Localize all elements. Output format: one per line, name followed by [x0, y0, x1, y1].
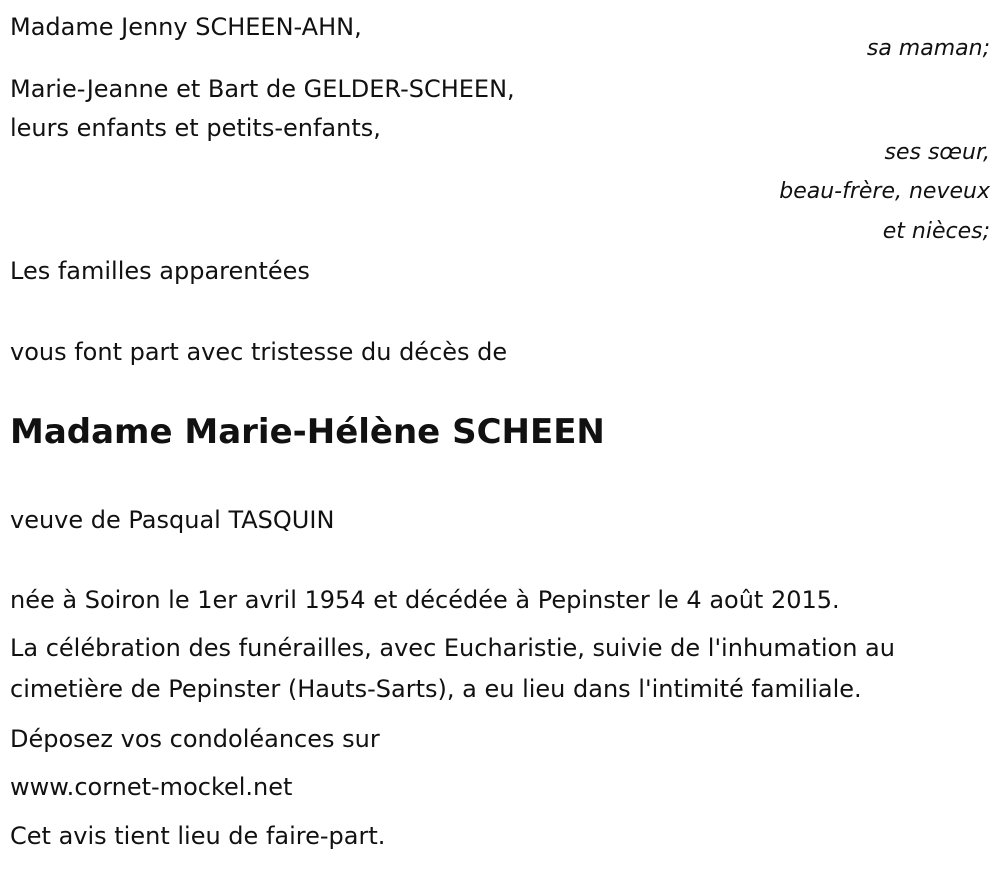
- closing-line: Cet avis tient lieu de faire-part.: [10, 822, 386, 850]
- families-line: Les familles apparentées: [10, 257, 310, 285]
- mother-role: sa maman;: [866, 36, 990, 61]
- website-link[interactable]: www.cornet-mockel.net: [10, 773, 293, 801]
- sister-line: Marie-Jeanne et Bart de GELDER-SCHEEN,: [10, 75, 515, 103]
- mother-line: Madame Jenny SCHEEN-AHN,: [10, 13, 362, 41]
- celebration-line-2: cimetière de Pepinster (Hauts-Sarts), a eu lieu dans l'intimité familiale.: [10, 675, 862, 703]
- born-line: née à Soiron le 1er avril 1954 et décédée à Pepinster le 4 août 2015.: [10, 586, 840, 614]
- sister-role-3: et nièces;: [882, 219, 990, 244]
- announce-line: vous font part avec tristesse du décès de: [10, 338, 508, 366]
- sister-role-2: beau-frère, neveux: [779, 179, 990, 204]
- deceased-name: Madame Marie-Hélène SCHEEN: [10, 412, 605, 452]
- condolences-line: Déposez vos condoléances sur: [10, 725, 380, 753]
- sister-role-1: ses sœur,: [884, 140, 990, 165]
- celebration-line-1: La célébration des funérailles, avec Eucharistie, suivie de l'inhumation au: [10, 634, 895, 662]
- children-line: leurs enfants et petits-enfants,: [10, 114, 381, 142]
- widow-line: veuve de Pasqual TASQUIN: [10, 506, 335, 534]
